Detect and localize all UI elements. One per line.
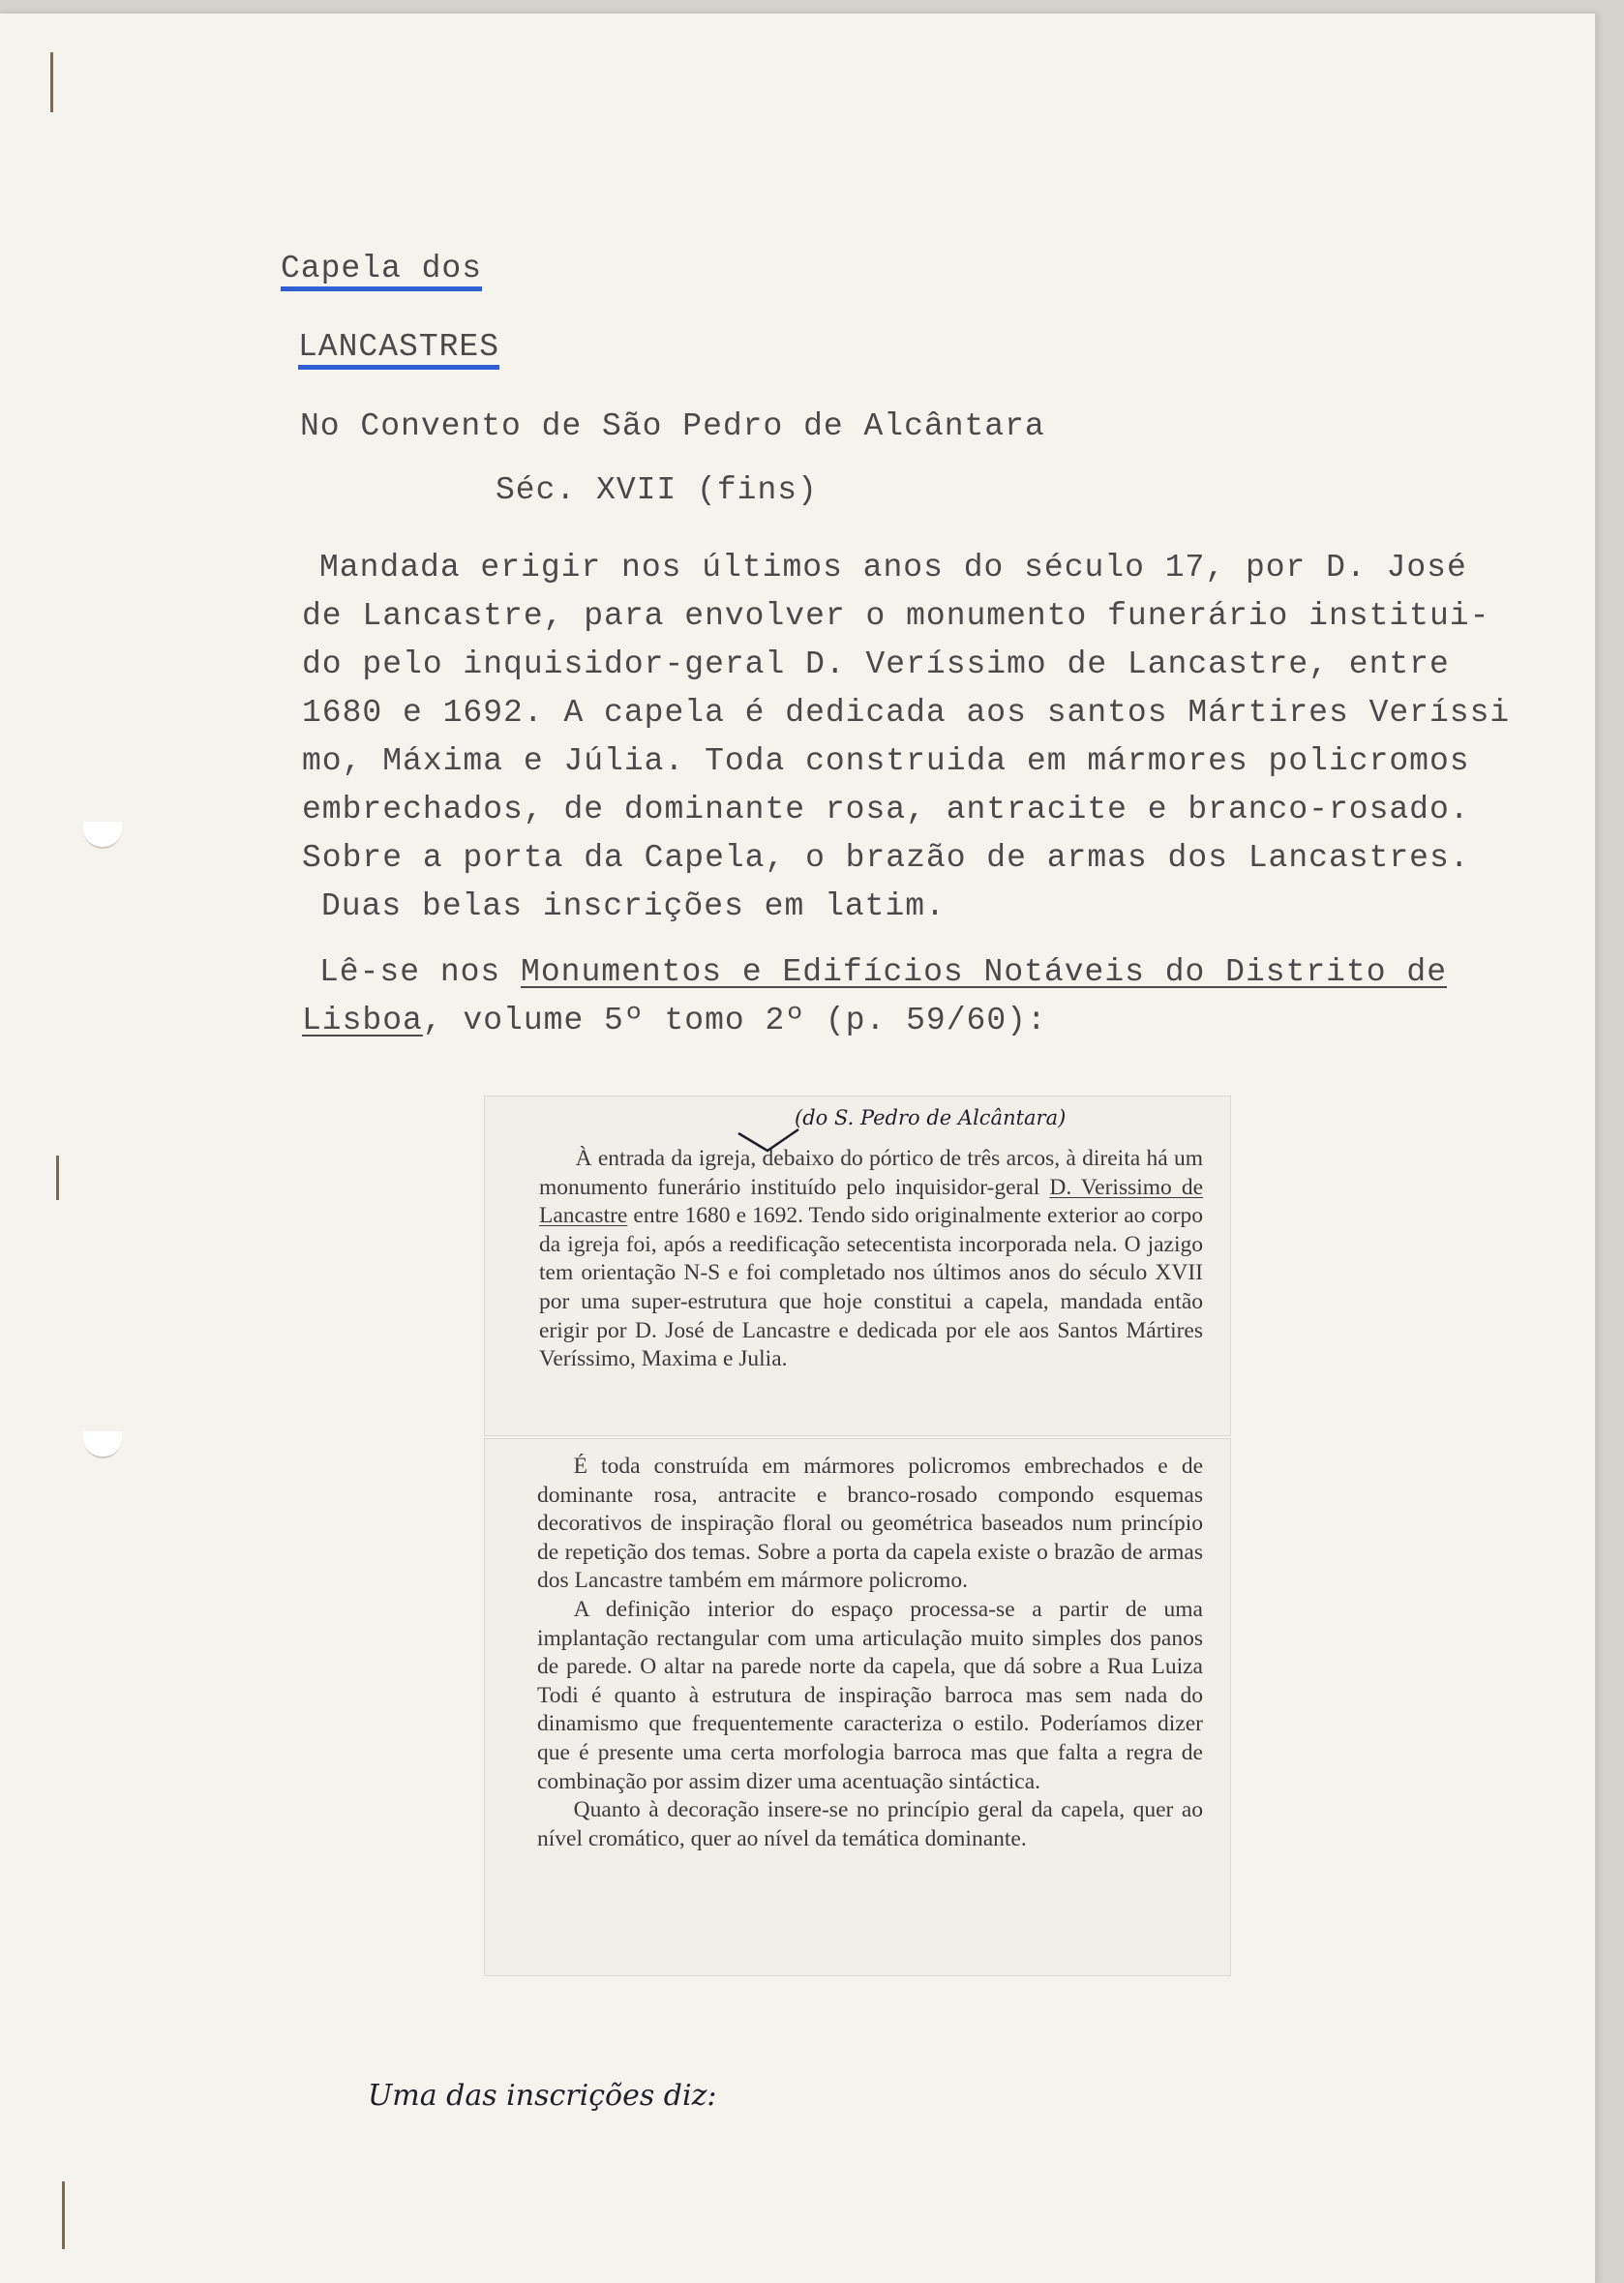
clipping-2-paragraph-1: É toda construída em mármores policromos embrechados e de dominante rosa, antracite e branco-rosado compondo esquemas decorativos de inspiração floral ou geométrica baseados num princípio de repetição dos temas. Sobre a porta da capela existe o brazão de armas dos Lancastre também em mármore policromo. — [537, 1454, 1203, 1594]
location-line: No Convento de São Pedro de Alcântara — [300, 408, 1045, 444]
paragraph-line: Duas belas inscrições em latim. — [321, 888, 946, 924]
clip1-mid: debaixo do pórtico de três arcos, à direita há um monumento funerário instituído pelo inquisidor-geral — [539, 1146, 1204, 1200]
clip1-name: D. Verissimo de Lancastre — [539, 1174, 1203, 1229]
clip1-end: entre 1680 e 1692. Tendo sido originalmente exterior ao corpo da igreja foi, após a reedificação setecentista incorporada nela. O jazigo tem orientação N-S e foi completado nos últimos anos do século XVII por uma super-estrutura que hoje constitui a capela, mandada então erigir por D. José de Lancastre e dedicada por ele aos Santos Mártires Veríssimo, Maxima e Julia. — [539, 1203, 1203, 1372]
clipping-2-paragraph-2: A definição interior do espaço processa-se a partir de uma implantação rectangular com uma articulação muito simples dos panos de parede. O altar na parede norte da capela, que dá sobre a Rua Luiza Todi é quanto à estrutura de inspiração barroca mas sem nada do dinamismo que frequentemente caracteriza o estilo. Poderíamos dizer que é presente uma certa morfologia barroca mas que falta a regra de combinação por assim dizer uma acentuação sintáctica. — [537, 1596, 1203, 1794]
paragraph-line: de Lancastre, para envolver o monumento funerário institui- — [302, 598, 1490, 634]
punch-hole — [83, 1431, 122, 1458]
title-line-1: Capela dos — [281, 251, 483, 286]
punch-hole — [83, 822, 122, 849]
reference-book-title-end: Lisboa — [302, 1003, 423, 1038]
paragraph-line: embrechados, de dominante rosa, antracite e branco-rosado. — [302, 792, 1470, 827]
paragraph-line: do pelo inquisidor-geral D. Veríssimo de Lancastre, entre — [302, 646, 1450, 682]
reference-suffix: , volume 5º tomo 2º (p. 59/60): — [422, 1003, 1047, 1038]
newspaper-clipping-2 — [484, 1438, 1231, 1976]
reference-book-title: Monumentos e Edifícios Notáveis do Distrito de — [521, 954, 1447, 990]
clip1-start: À entrada da igreja, — [575, 1146, 757, 1171]
document-page — [0, 14, 1597, 2283]
handwritten-annotation: (do S. Pedro de Alcântara) — [795, 1106, 1067, 1129]
binding-mark — [62, 2181, 65, 2249]
clipping-1-paragraph — [539, 1145, 1203, 1374]
paragraph-line: Mandada erigir nos últimos anos do século 17, por D. José — [319, 550, 1467, 586]
paragraph-line: 1680 e 1692. A capela é dedicada aos santos Mártires Veríssi — [302, 695, 1511, 731]
reference-line-2 — [302, 1003, 1047, 1038]
century-line: Séc. XVII (fins) — [496, 472, 818, 508]
reference-prefix: Lê-se nos — [319, 954, 522, 990]
newspaper-clipping-1 — [484, 1096, 1231, 1436]
binding-mark — [56, 1156, 59, 1200]
binding-mark — [50, 52, 53, 112]
title-line-2: LANCASTRES — [298, 329, 500, 365]
paragraph-line: mo, Máxima e Júlia. Toda construida em mármores policromos — [302, 743, 1470, 779]
handwritten-footer: Uma das inscrições diz: — [368, 2079, 717, 2113]
insertion-mark-icon — [735, 1126, 802, 1155]
clipping-2-paragraph-3: Quanto à decoração insere-se no princípio geral da capela, quer ao nível cromático, quer ao nível da temática dominante. — [537, 1797, 1203, 1851]
paragraph-line: Sobre a porta da Capela, o brazão de armas dos Lancastres. — [302, 840, 1470, 876]
reference-line-1 — [319, 954, 1447, 990]
